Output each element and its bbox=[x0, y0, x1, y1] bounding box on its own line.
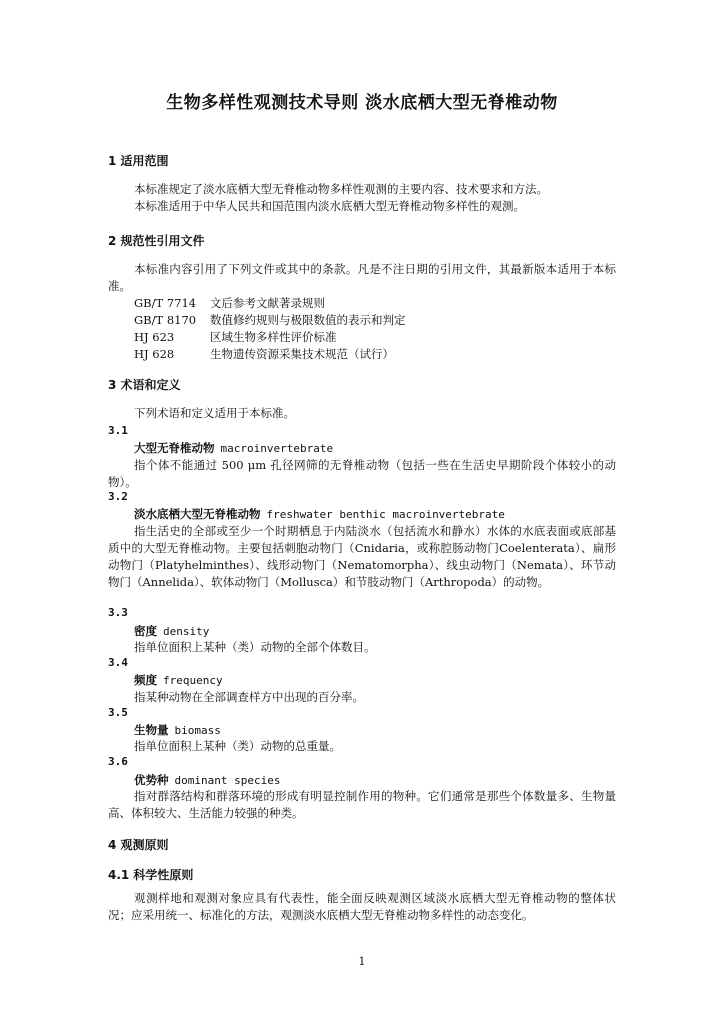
section-4-1-paragraph: 观测样地和观测对象应具有代表性，能全面反映观测区域淡水底栖大型无脊椎动物的整体状况；应采用统一、标准化的方法，观测淡水底栖大型无脊椎动物多样性的动态变化。 bbox=[108, 891, 616, 922]
term-title bbox=[134, 672, 223, 688]
term-title bbox=[134, 506, 505, 522]
reference-code: HJ 623 bbox=[134, 330, 175, 344]
term-number: 3.3 bbox=[108, 606, 128, 619]
reference-code: GB/T 7714 bbox=[134, 296, 197, 310]
term-en: macroinvertebrate bbox=[220, 442, 334, 455]
term-definition: 指个体不能通过 500 μm 孔径网筛的无脊椎动物（包括一些在生活史早期阶段个体较小的动物）。 bbox=[108, 458, 616, 489]
reference-title: 数值修约规则与极限数值的表示和判定 bbox=[210, 313, 406, 327]
reference-title: 生物遗传资源采集技术规范（试行） bbox=[210, 347, 394, 361]
term-title bbox=[134, 440, 333, 456]
term-definition: 指对群落结构和群落环境的形成有明显控制作用的物种。它们通常是那些个体数量多、生物量高、体积较大、生活能力较强的种类。 bbox=[108, 789, 616, 820]
term-en: frequency bbox=[163, 674, 223, 687]
section-1-heading: 1 适用范围 bbox=[108, 154, 169, 168]
term-definition: 指单位面积上某种（类）动物的总重量。 bbox=[134, 739, 341, 753]
section-2-heading: 2 规范性引用文件 bbox=[108, 234, 205, 248]
reference-item bbox=[134, 329, 337, 345]
term-title bbox=[134, 623, 209, 639]
term-zh: 密度 bbox=[134, 624, 157, 638]
term-zh: 频度 bbox=[134, 673, 157, 687]
reference-code: GB/T 8170 bbox=[134, 313, 197, 327]
term-en: density bbox=[163, 625, 210, 638]
reference-title: 区域生物多样性评价标准 bbox=[210, 330, 337, 344]
term-number: 3.2 bbox=[108, 490, 128, 503]
term-definition: 指单位面积上某种（类）动物的全部个体数目。 bbox=[134, 640, 376, 654]
term-definition: 指某种动物在全部调查样方中出现的百分率。 bbox=[134, 690, 364, 704]
section-1-paragraph-1: 本标准规定了淡水底栖大型无脊椎动物多样性观测的主要内容、技术要求和方法。 bbox=[134, 182, 548, 196]
term-zh: 大型无脊椎动物 bbox=[134, 441, 215, 455]
term-title bbox=[134, 722, 221, 738]
term-number: 3.5 bbox=[108, 706, 128, 719]
section-3-heading: 3 术语和定义 bbox=[108, 378, 181, 392]
section-3-intro: 下列术语和定义适用于本标准。 bbox=[134, 406, 295, 420]
reference-item bbox=[134, 312, 406, 328]
reference-item bbox=[134, 346, 394, 362]
term-number: 3.4 bbox=[108, 656, 128, 669]
section-2-paragraph-1: 本标准内容引用了下列文件或其中的条款。凡是不注日期的引用文件，其最新版本适用于本标准。 bbox=[108, 262, 616, 293]
reference-code: HJ 628 bbox=[134, 347, 175, 361]
document-title: 生物多样性观测技术导则 淡水底栖大型无脊椎动物 bbox=[166, 93, 558, 113]
term-title bbox=[134, 772, 280, 788]
term-en: freshwater benthic macroinvertebrate bbox=[266, 508, 505, 521]
term-zh: 淡水底栖大型无脊椎动物 bbox=[134, 507, 261, 521]
term-en: biomass bbox=[174, 724, 221, 737]
term-en: dominant species bbox=[174, 774, 281, 787]
section-4-heading: 4 观测原则 bbox=[108, 838, 169, 852]
term-zh: 优势种 bbox=[134, 773, 169, 787]
section-4-1-heading: 4.1 科学性原则 bbox=[108, 868, 194, 882]
term-number: 3.1 bbox=[108, 424, 128, 437]
page-number: 1 bbox=[358, 955, 366, 968]
term-zh: 生物量 bbox=[134, 723, 169, 737]
term-number: 3.6 bbox=[108, 755, 128, 768]
section-1-paragraph-2: 本标准适用于中华人民共和国范围内淡水底栖大型无脊椎动物多样性的观测。 bbox=[134, 199, 525, 213]
reference-title: 文后参考文献著录规则 bbox=[210, 296, 325, 310]
reference-item bbox=[134, 295, 325, 311]
term-definition: 指生活史的全部或至少一个时期栖息于内陆淡水（包括流水和静水）水体的水底表面或底部基质中的大型无脊椎动物。主要包括刺胞动物门（Cnidaria，或称腔肠动物门Coelenterata）、扁形动物门（Platyhelminthes）、线形动物门（Nematomorpha）、线虫动物门（Nemata）、环节动物门（Annelida）、软体动物门（Mollusca）和节肢动物门（Arthropoda）的动物。 bbox=[108, 524, 616, 589]
